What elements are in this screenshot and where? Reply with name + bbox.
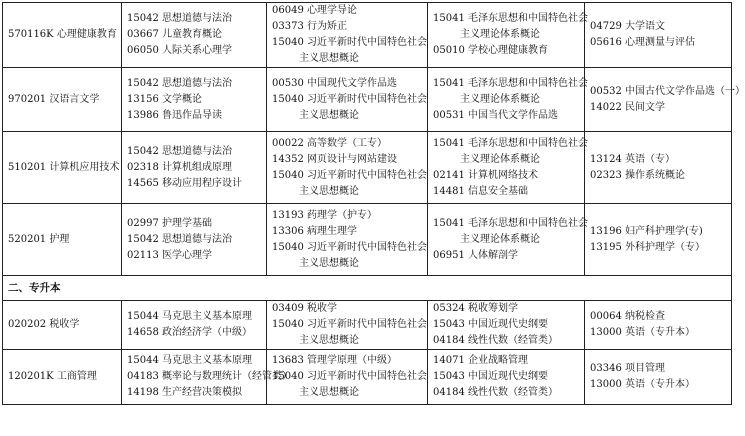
course-cell bbox=[267, 3, 428, 68]
course-entry: 03373 行为矫正 bbox=[272, 21, 347, 32]
table-row bbox=[3, 3, 732, 68]
course-entry: 15041 毛泽东思想和中国特色社会 bbox=[433, 13, 588, 24]
course-entry: 15040 习近平新时代中国特色社会 bbox=[272, 319, 427, 330]
major-name: 120201K 工商管理 bbox=[3, 350, 122, 405]
course-entry: 15040 习近平新时代中国特色社会 bbox=[272, 169, 427, 181]
course-cell bbox=[428, 350, 585, 405]
course-entry: 13683 管理学原理（中级） bbox=[272, 355, 397, 366]
course-entry: 15044 马克思主义基本原理 bbox=[127, 311, 252, 322]
course-entry: 02323 操作系统概论 bbox=[590, 169, 685, 181]
course-entry: 13000 英语（专升本） bbox=[590, 327, 695, 338]
course-entry: 15041 毛泽东思想和中国特色社会 bbox=[433, 137, 588, 149]
course-cell bbox=[428, 301, 585, 350]
course-cell bbox=[122, 3, 267, 68]
course-name-continued: 主义思想概论 bbox=[299, 185, 359, 197]
course-cell bbox=[267, 132, 428, 204]
course-entry: 14022 民间文学 bbox=[590, 101, 665, 113]
major-name: 570116K 心理健康教育 bbox=[3, 3, 122, 68]
course-entry: 13124 英语（专） bbox=[590, 153, 675, 165]
course-cell bbox=[122, 68, 267, 132]
course-entry: 13986 鲁迅作品导读 bbox=[127, 109, 222, 121]
course-entry: 04729 大学语文 bbox=[590, 21, 665, 32]
course-cell bbox=[585, 350, 732, 405]
course-entry: 15043 中国近现代史纲要 bbox=[433, 371, 548, 382]
section-heading: 二、专升本 bbox=[3, 276, 732, 301]
course-cell bbox=[267, 204, 428, 276]
course-entry: 15041 毛泽东思想和中国特色社会 bbox=[433, 217, 588, 229]
course-cell bbox=[585, 204, 732, 276]
major-name: 970201 汉语言文学 bbox=[3, 68, 122, 132]
course-entry: 13000 英语（专升本） bbox=[590, 379, 695, 390]
course-entry: 03409 税收学 bbox=[272, 303, 337, 314]
table-row bbox=[3, 204, 732, 276]
course-name-continued: 主义理论体系概论 bbox=[460, 233, 540, 245]
course-entry: 15043 中国近现代史纲要 bbox=[433, 319, 548, 330]
course-entry: 14071 企业战略管理 bbox=[433, 355, 528, 366]
course-entry: 14481 信息安全基础 bbox=[433, 185, 528, 197]
course-entry: 03346 项目管理 bbox=[590, 363, 665, 374]
course-entry: 05324 税收筹划学 bbox=[433, 303, 518, 314]
course-cell bbox=[122, 301, 267, 350]
course-cell bbox=[267, 68, 428, 132]
course-entry: 04184 线性代数（经管类） bbox=[433, 335, 558, 346]
course-entry: 06050 人际关系心理学 bbox=[127, 45, 232, 56]
course-entry: 00064 纳税检查 bbox=[590, 311, 665, 322]
course-entry: 15040 习近平新时代中国特色社会 bbox=[272, 241, 427, 253]
course-cell bbox=[428, 204, 588, 276]
course-entry: 15042 思想道德与法治 bbox=[127, 77, 232, 89]
course-entry: 15040 习近平新时代中国特色社会 bbox=[272, 37, 427, 48]
major-name: 510201 计算机应用技术 bbox=[3, 132, 122, 204]
course-name-continued: 主义思想概论 bbox=[299, 109, 359, 121]
course-entry: 15042 思想道德与法治 bbox=[127, 13, 232, 24]
course-name-continued: 主义理论体系概论 bbox=[460, 153, 540, 165]
course-entry: 15044 马克思主义基本原理 bbox=[127, 355, 252, 366]
course-entry: 00531 中国当代文学作品选 bbox=[433, 109, 558, 121]
course-entry: 00532 中国古代文学作品选（一） bbox=[590, 85, 745, 97]
course-entry: 06049 心理学导论 bbox=[272, 5, 357, 16]
course-entry: 14658 政治经济学（中级） bbox=[127, 327, 252, 338]
course-cell bbox=[267, 350, 428, 405]
table-row bbox=[3, 350, 732, 405]
course-entry: 02997 护理学基础 bbox=[127, 217, 212, 229]
course-cell bbox=[428, 68, 588, 132]
course-name-continued: 主义思想概论 bbox=[299, 335, 359, 346]
course-entry: 00530 中国现代文学作品选 bbox=[272, 77, 397, 89]
course-entry: 05010 学校心理健康教育 bbox=[433, 45, 548, 56]
course-entry: 02113 医学心理学 bbox=[127, 249, 212, 261]
course-cell bbox=[122, 350, 292, 405]
course-entry: 14198 生产经营决策模拟 bbox=[127, 387, 242, 398]
table-row bbox=[3, 68, 732, 132]
course-entry: 13306 病理生理学 bbox=[272, 225, 357, 237]
course-cell bbox=[122, 204, 267, 276]
course-table bbox=[2, 2, 745, 405]
course-name-continued: 主义理论体系概论 bbox=[460, 29, 540, 40]
section-row bbox=[3, 276, 732, 301]
course-entry: 14565 移动应用程序设计 bbox=[127, 177, 242, 189]
course-entry: 15042 思想道德与法治 bbox=[127, 145, 232, 157]
course-entry: 02141 计算机网络技术 bbox=[433, 169, 538, 181]
course-entry: 15041 毛泽东思想和中国特色社会 bbox=[433, 77, 588, 89]
course-entry: 03667 儿童教育概论 bbox=[127, 29, 222, 40]
course-entry: 14352 网页设计与网站建设 bbox=[272, 153, 397, 165]
course-entry: 15040 习近平新时代中国特色社会 bbox=[272, 371, 427, 382]
course-entry: 06951 人体解剖学 bbox=[433, 249, 518, 261]
course-cell bbox=[267, 301, 428, 350]
course-cell bbox=[585, 132, 732, 204]
course-entry: 05616 心理测量与评估 bbox=[590, 37, 695, 48]
course-cell bbox=[585, 301, 732, 350]
course-entry: 13156 文学概论 bbox=[127, 93, 202, 105]
course-cell bbox=[122, 132, 267, 204]
course-cell bbox=[428, 3, 588, 68]
course-name-continued: 主义思想概论 bbox=[299, 53, 359, 64]
major-name: 520201 护理 bbox=[3, 204, 122, 276]
course-entry: 13195 外科护理学（专） bbox=[590, 241, 705, 253]
course-entry: 00022 高等数学（工专） bbox=[272, 137, 387, 149]
course-name-continued: 主义理论体系概论 bbox=[460, 93, 540, 105]
table-row bbox=[3, 301, 732, 350]
course-entry: 04183 概率论与数理统计（经管类） bbox=[127, 371, 292, 382]
course-cell bbox=[585, 3, 732, 68]
course-name-continued: 主义思想概论 bbox=[299, 387, 359, 398]
table-row bbox=[3, 132, 732, 204]
course-entry: 13193 药理学（护专） bbox=[272, 209, 377, 221]
course-name-continued: 主义思想概论 bbox=[299, 257, 359, 269]
course-entry: 15042 思想道德与法治 bbox=[127, 233, 232, 245]
course-entry: 15040 习近平新时代中国特色社会 bbox=[272, 93, 427, 105]
exam-schedule-table bbox=[2, 2, 745, 434]
course-entry: 02318 计算机组成原理 bbox=[127, 161, 232, 173]
major-name: 020202 税收学 bbox=[3, 301, 122, 350]
course-cell bbox=[428, 132, 588, 204]
course-cell bbox=[585, 68, 745, 132]
course-entry: 04184 线性代数（经管类） bbox=[433, 387, 558, 398]
course-entry: 13196 妇产科护理学(专) bbox=[590, 225, 703, 237]
